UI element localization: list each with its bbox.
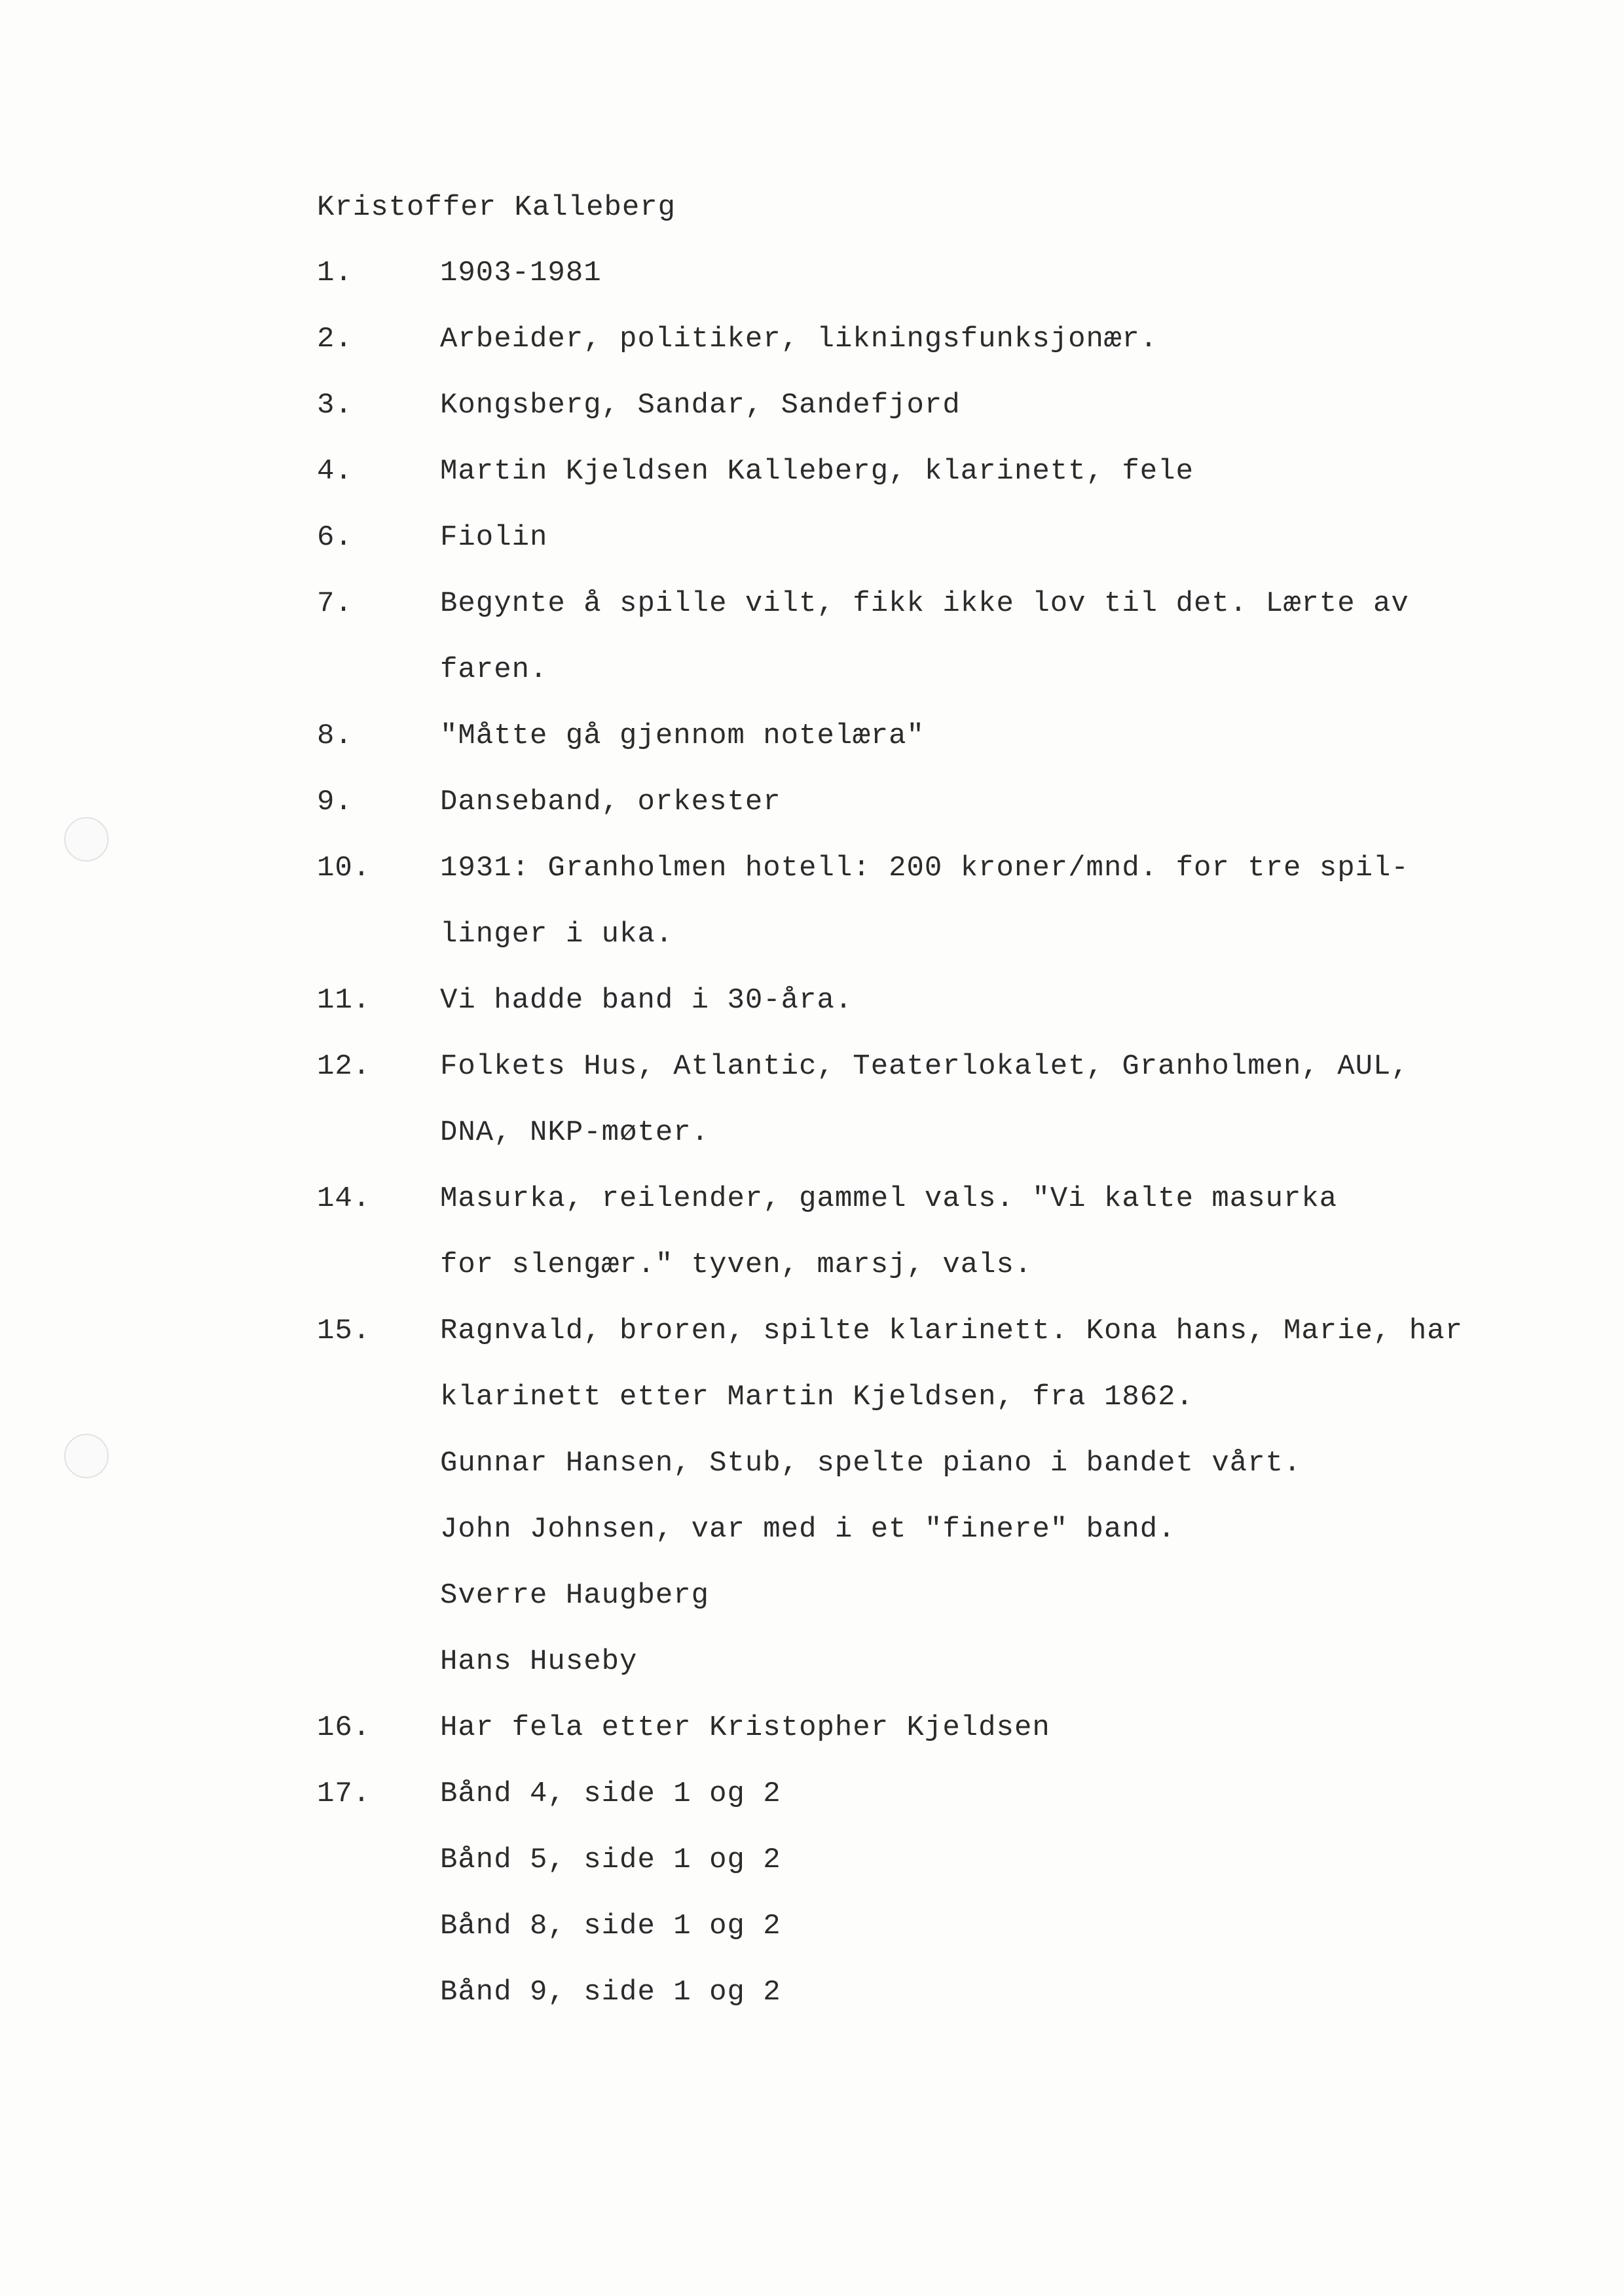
item-text: Folkets Hus, Atlantic, Teaterlokalet, Granholmen, AUL,	[440, 1050, 1409, 1083]
item-text: "Måtte gå gjennom notelæra"	[440, 720, 925, 752]
item-text: Vi hadde band i 30-åra.	[440, 984, 853, 1017]
item-number: 7.	[317, 587, 353, 620]
punch-hole-mark	[64, 817, 109, 862]
item-number: 12.	[317, 1050, 371, 1083]
item-text: Har fela etter Kristopher Kjeldsen	[440, 1711, 1050, 1744]
item-text: Bånd 5, side 1 og 2	[440, 1844, 781, 1876]
item-text: Sverre Haugberg	[440, 1579, 710, 1612]
item-number: 6.	[317, 521, 353, 554]
item-text: Gunnar Hansen, Stub, spelte piano i bandet vårt.	[440, 1447, 1302, 1480]
item-number: 10.	[317, 852, 371, 884]
item-text: Danseband, orkester	[440, 786, 781, 818]
item-text: Hans Huseby	[440, 1645, 638, 1678]
item-number: 17.	[317, 1777, 371, 1810]
item-number: 4.	[317, 455, 353, 488]
item-text: Masurka, reilender, gammel vals. "Vi kalte masurka	[440, 1182, 1338, 1215]
item-text: Bånd 4, side 1 og 2	[440, 1777, 781, 1810]
item-text: for slengær." tyven, marsj, vals.	[440, 1248, 1033, 1281]
item-number: 15.	[317, 1315, 371, 1347]
item-text: Bånd 8, side 1 og 2	[440, 1910, 781, 1942]
item-text: Ragnvald, broren, spilte klarinett. Kona hans, Marie, har	[440, 1315, 1464, 1347]
item-number: 16.	[317, 1711, 371, 1744]
item-text: Fiolin	[440, 521, 548, 554]
item-text: DNA, NKP-møter.	[440, 1116, 710, 1149]
item-text: 1903-1981	[440, 257, 602, 289]
item-number: 9.	[317, 786, 353, 818]
item-text: John Johnsen, var med i et "finere" band.	[440, 1513, 1176, 1546]
item-number: 14.	[317, 1182, 371, 1215]
document-title: Kristoffer Kalleberg	[317, 191, 676, 224]
item-text: faren.	[440, 653, 548, 686]
item-text: Begynte å spille vilt, fikk ikke lov til det. Lærte av	[440, 587, 1409, 620]
item-text: linger i uka.	[440, 918, 674, 951]
item-number: 1.	[317, 257, 353, 289]
item-number: 11.	[317, 984, 371, 1017]
item-text: Arbeider, politiker, likningsfunksjonær.	[440, 323, 1158, 355]
item-text: 1931: Granholmen hotell: 200 kroner/mnd. for tre spil-	[440, 852, 1409, 884]
punch-hole-mark	[64, 1434, 109, 1478]
item-text: klarinett etter Martin Kjeldsen, fra 1862.	[440, 1381, 1194, 1413]
item-text: Martin Kjeldsen Kalleberg, klarinett, fele	[440, 455, 1194, 488]
item-number: 8.	[317, 720, 353, 752]
item-number: 3.	[317, 389, 353, 422]
item-text: Kongsberg, Sandar, Sandefjord	[440, 389, 961, 422]
item-text: Bånd 9, side 1 og 2	[440, 1976, 781, 2009]
item-number: 2.	[317, 323, 353, 355]
